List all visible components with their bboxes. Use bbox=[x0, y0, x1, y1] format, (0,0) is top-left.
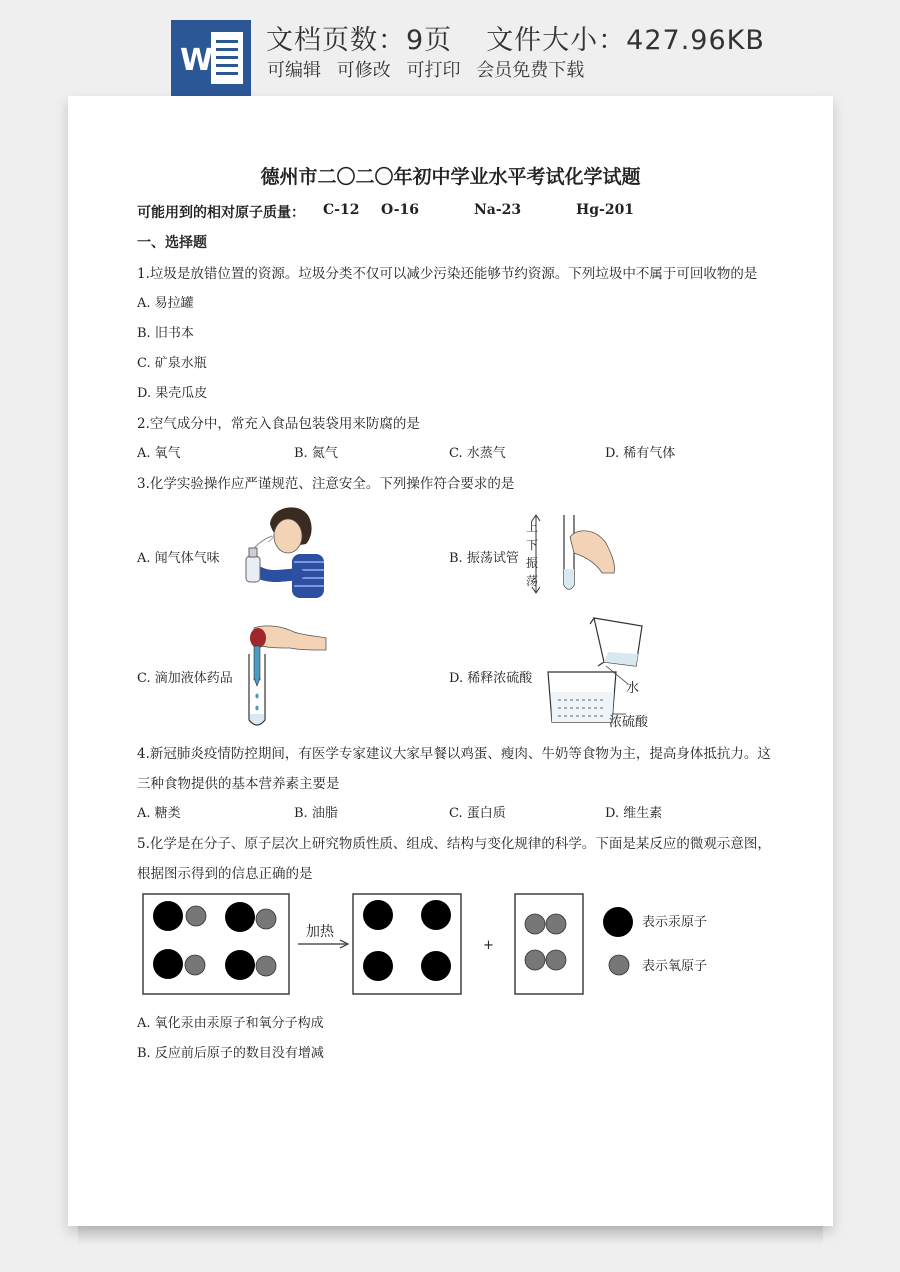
smelling-gas-figure bbox=[240, 502, 324, 598]
question-5-stem-line-1: 5.化学是在分子、原子层次上研究物质性质、组成、结构与变化规律的科学。下面是某反应的微观示意图， bbox=[137, 836, 771, 852]
question-4-option-d: D. 维生素 bbox=[605, 806, 663, 821]
question-4-option-c: C. 蛋白质 bbox=[449, 806, 506, 821]
feature-printable: 可打印 bbox=[406, 60, 461, 81]
question-2-option-d: D. 稀有气体 bbox=[605, 446, 676, 461]
svg-text:振: 振 bbox=[526, 556, 539, 570]
page-count: 文档页数：9页 bbox=[266, 25, 453, 56]
atomic-mass-hg: Hg-201 bbox=[576, 202, 635, 218]
svg-text:上: 上 bbox=[526, 520, 539, 534]
question-5-stem-line-2: 根据图示得到的信息正确的是 bbox=[137, 866, 313, 882]
feature-editable: 可编辑 bbox=[267, 60, 321, 81]
question-5-option-b: B. 反应前后原子的数目没有增减 bbox=[137, 1046, 324, 1061]
svg-text:加热: 加热 bbox=[306, 924, 334, 940]
question-3-stem: 3.化学实验操作应严谨规范、注意安全。下列操作符合要求的是 bbox=[137, 476, 515, 492]
svg-text:浓硫酸: 浓硫酸 bbox=[609, 715, 649, 728]
reaction-micro-diagram bbox=[138, 890, 818, 1000]
page-shadow bbox=[78, 1226, 823, 1246]
question-2-option-a: A. 氧气 bbox=[137, 446, 181, 461]
svg-text:W: W bbox=[180, 43, 214, 78]
document-page bbox=[68, 96, 833, 1226]
question-5-option-a: A. 氧化汞由汞原子和氧分子构成 bbox=[137, 1016, 324, 1031]
question-3-option-c: C. 滴加液体药品 bbox=[137, 671, 233, 686]
svg-text:+: + bbox=[483, 938, 494, 953]
file-meta-line bbox=[266, 18, 799, 57]
question-1-option-d: D. 果壳瓜皮 bbox=[137, 386, 208, 401]
question-3-option-a: A. 闻气体气味 bbox=[137, 551, 220, 566]
atomic-mass-na: Na-23 bbox=[474, 202, 522, 218]
question-4-stem-line-2: 三种食物提供的基本营养素主要是 bbox=[137, 776, 340, 792]
question-3-option-b: B. 振荡试管 bbox=[449, 551, 519, 566]
question-2-stem: 2.空气成分中，常充入食品包装袋用来防腐的是 bbox=[137, 416, 420, 432]
legend-oxygen-label: 表示氧原子 bbox=[642, 959, 708, 974]
document-info-header bbox=[0, 0, 900, 96]
atomic-mass-c: C-12 bbox=[323, 202, 360, 218]
word-document-icon bbox=[171, 20, 251, 96]
atomic-mass-o: O-16 bbox=[381, 202, 420, 218]
legend-mercury-label: 表示汞原子 bbox=[642, 915, 708, 930]
feature-list bbox=[267, 56, 594, 82]
question-1-stem: 1.垃圾是放错位置的资源。垃圾分类不仅可以减少污染还能够节约资源。下列垃圾中不属于可回收物的是 bbox=[137, 266, 758, 282]
legend-mercury-atom bbox=[603, 907, 633, 937]
question-1-option-b: B. 旧书本 bbox=[137, 326, 194, 341]
file-size: 文件大小：427.96KB bbox=[486, 25, 765, 56]
question-4-stem-line-1: 4.新冠肺炎疫情防控期间，有医学专家建议大家早餐以鸡蛋、瘦肉、牛奶等食物为主，提高身体抵抗力。这 bbox=[137, 746, 771, 762]
question-4-option-b: B. 油脂 bbox=[294, 806, 338, 821]
legend-oxygen-atom bbox=[609, 955, 629, 975]
diluting-acid-figure bbox=[546, 616, 658, 728]
section-heading: 一、选择题 bbox=[137, 235, 207, 251]
shaking-test-tube-figure bbox=[526, 513, 616, 597]
question-3-option-d: D. 稀释浓硫酸 bbox=[449, 671, 533, 686]
svg-text:荡: 荡 bbox=[526, 574, 539, 588]
dropping-liquid-figure bbox=[242, 624, 328, 730]
exam-title: 德州市二〇二〇年初中学业水平考试化学试题 bbox=[260, 166, 641, 188]
svg-text:水: 水 bbox=[626, 681, 640, 696]
feature-modifiable: 可修改 bbox=[336, 60, 391, 81]
question-2-option-c: C. 水蒸气 bbox=[449, 446, 506, 461]
feature-member-download: 会员免费下载 bbox=[476, 60, 585, 81]
atomic-mass-label: 可能用到的相对原子质量： bbox=[137, 205, 305, 221]
question-2-option-b: B. 氮气 bbox=[294, 446, 338, 461]
question-1-option-c: C. 矿泉水瓶 bbox=[137, 356, 207, 371]
svg-text:下: 下 bbox=[526, 538, 539, 552]
question-4-option-a: A. 糖类 bbox=[137, 806, 181, 821]
product-oxygen-box bbox=[515, 894, 583, 994]
question-1-option-a: A. 易拉罐 bbox=[137, 296, 194, 311]
